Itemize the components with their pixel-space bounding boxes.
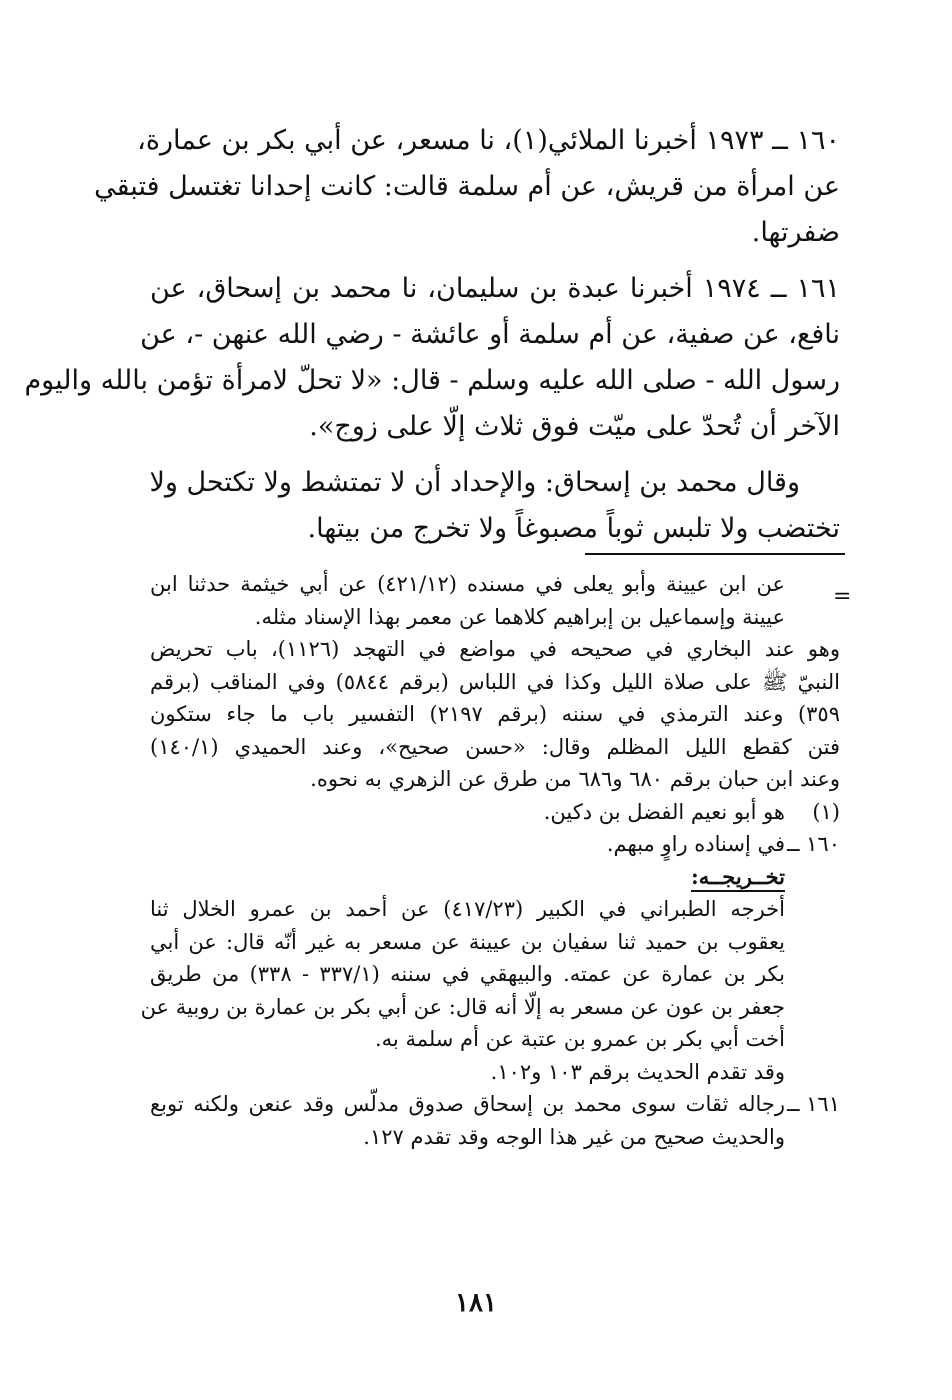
continuation-mark: =	[833, 584, 852, 609]
footnotes	[140, 568, 840, 1153]
footnote-line: في إسناده راوٍ مبهم.	[606, 832, 785, 856]
footnote-line: وعند ابن حبان برقم ٦٨٠ و٦٨٦ من طرق عن الزهري به نحوه.	[310, 767, 840, 791]
text-line: ضفرتها.	[751, 217, 840, 248]
footnote-line: بكر بن عمارة عن عمته. والبيهقي في سننه (٣٣٧/١ - ٣٣٨) من طريق	[150, 962, 785, 986]
footnote-continuation-a	[150, 568, 840, 633]
footnote-1-label: (١)	[812, 799, 840, 824]
footnote-1	[150, 796, 840, 829]
footnote-line: يعقوب بن حميد ثنا سفيان بن عيينة عن مسعر به غير أنّه قال: عن أبي	[150, 929, 785, 954]
footnote-line: وقد تقدم الحديث برقم ١٠٣ و١٠٢.	[490, 1059, 785, 1084]
text-line: عن امرأة من قريش، عن أم سلمة قالت: كانت إحدانا تغتسل فتبقي	[94, 171, 840, 202]
hadith-1974	[24, 266, 840, 450]
main-text	[24, 118, 840, 562]
footnote-divider	[585, 553, 845, 555]
footnote-line: النبيّ ﷺ على صلاة الليل وكذا في اللباس (برقم ٥٨٤٤) وفي المناقب (برقم	[150, 669, 840, 694]
hadith-1973	[94, 118, 840, 256]
footnote-line: عن ابن عيينة وأبو يعلى في مسنده (٤٢١/١٢) عن أبي خيثمة حدثنا ابن	[150, 572, 785, 596]
text-line: وقال محمد بن إسحاق: والإحداد أن لا تمتشط ولا تكتحل ولا	[149, 467, 800, 498]
footnote-line: وهو عند البخاري في صحيحه في مواضع في التهجد (١١٢٦)، باب تحريض	[150, 637, 840, 661]
footnote-line: ٣٥٩) وعند الترمذي في سننه (برقم ٢١٩٧) التفسير باب ما جاء ستكون	[150, 702, 840, 726]
note-161-label: ١٦١ ــ	[787, 1092, 840, 1116]
note-161	[150, 1088, 840, 1153]
footnote-line: هو أبو نعيم الفضل بن دكين.	[543, 799, 785, 824]
footnote-line: أخرجه الطبراني في الكبير (٤١٧/٢٣) عن أحمد بن عمرو الخلال ثنا	[150, 897, 785, 921]
footnote-line: والحديث صحيح من غير هذا الوجه وقد تقدم ١٢٧.	[363, 1124, 785, 1149]
text-line: ١٦٠ ــ ١٩٧٣ أخبرنا الملائي(١)، نا مسعر، عن أبي بكر بن عمارة،	[137, 125, 840, 156]
text-line: تختضب ولا تلبس ثوباً مصبوغاً ولا تخرج من بيتها.	[307, 513, 840, 544]
footnote-line: أخت أبي بكر بن عمرو بن عتبة عن أم سلمة به.	[374, 1027, 785, 1051]
takhrij-section	[140, 861, 840, 1089]
footnote-line: فتن كقطع الليل المظلم وقال: «حسن صحيح»، وعند الحميدي (١٤٠/١)	[150, 734, 840, 759]
footnote-line: جعفر بن عون عن مسعر به إلّا أنه قال: عن أبي بكر بن عمارة بن روبية عن	[140, 994, 785, 1019]
footnote-line: رجاله ثقات سوى محمد بن إسحاق صدوق مدلّس وقد عنعن ولكنه توبع	[150, 1092, 785, 1116]
takhrij-heading: تخــريجــه:	[690, 863, 785, 889]
text-line: الآخر أن تُحدّ على ميّت فوق ثلاث إلّا على زوج».	[309, 411, 840, 442]
page-number: ١٨١	[455, 1288, 497, 1318]
note-160	[150, 828, 840, 861]
text-line: رسول الله - صلى الله عليه وسلم - قال: «لا تحلّ لامرأة تؤمن بالله واليوم	[24, 365, 840, 396]
ibn-ishaq-note	[150, 460, 840, 552]
footnote-continuation-b	[150, 633, 840, 796]
footnote-line: عيينة وإسماعيل بن إبراهيم كلاهما عن معمر بهذا الإسناد مثله.	[254, 604, 785, 629]
text-line: ١٦١ ــ ١٩٧٤ أخبرنا عبدة بن سليمان، نا محمد بن إسحاق، عن	[150, 273, 840, 304]
text-line: نافع، عن صفية، عن أم سلمة أو عائشة - رضي الله عنهن -، عن	[140, 319, 840, 350]
note-160-label: ١٦٠ ــ	[787, 832, 840, 856]
